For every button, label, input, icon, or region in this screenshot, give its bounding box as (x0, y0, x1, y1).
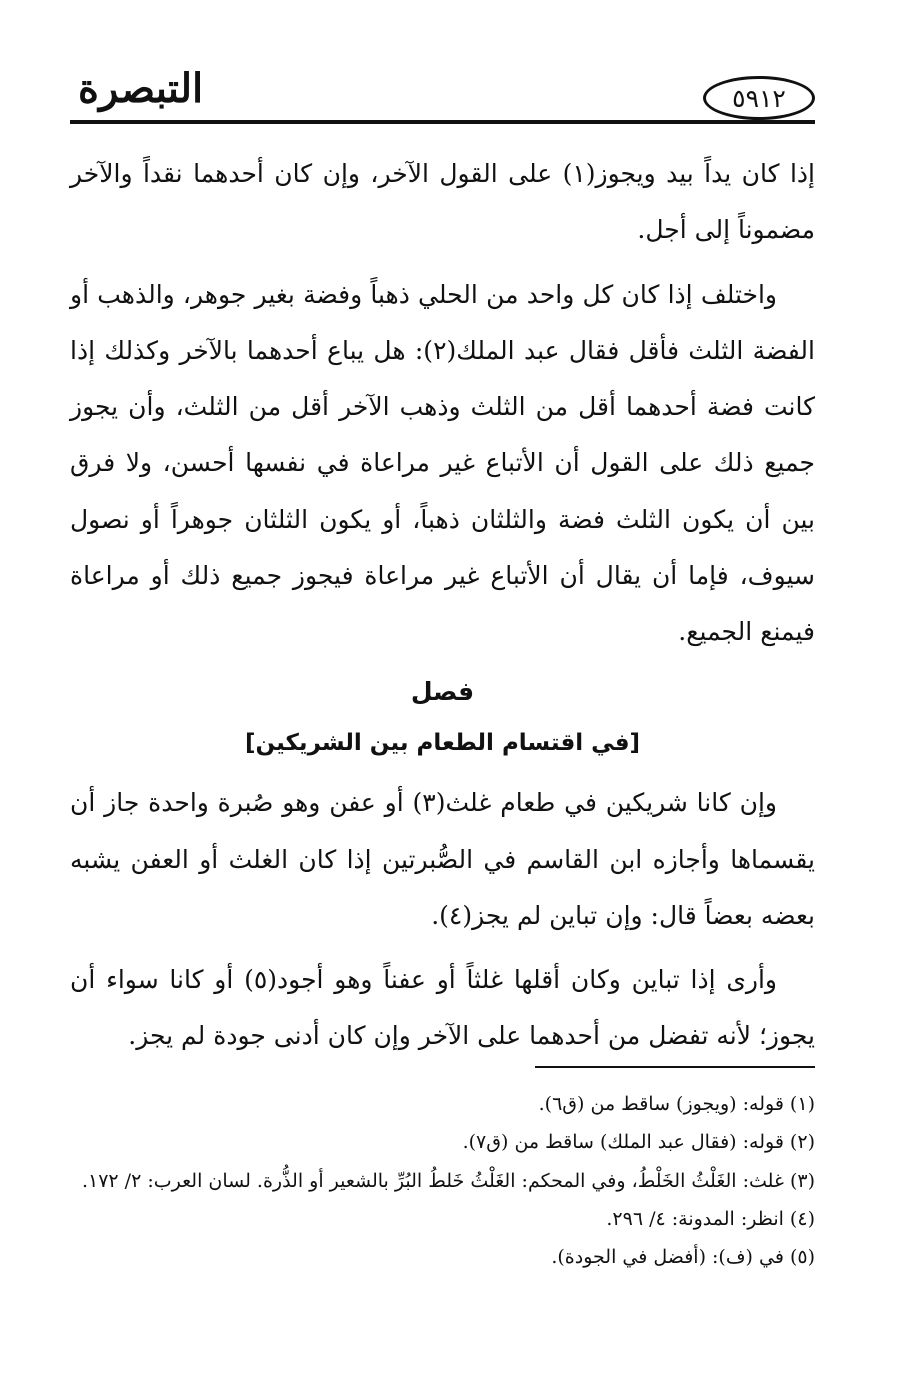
paragraph: وإن كانا شريكين في طعام غلث(٣) أو عفن وهو صُبرة واحدة جاز أن يقسماها وأجازه ابن القاسم في الصُّبرتين إذا كان الغلث أو العفن يشبه بعضه بعضاً قال: وإن تباين لم يجز(٤). (70, 788, 815, 930)
footnote: (١) قوله: (ويجوز) ساقط من (ق٦). (538, 1093, 815, 1115)
section-subheading: [في اقتسام الطعام بين الشريكين] (244, 729, 641, 756)
paragraph: إذا كان يداً بيد ويجوز(١) على القول الآخر، وإن كان أحدهما نقداً والآخر مضموناً إلى أجل. (70, 159, 815, 245)
footnote: (٥) في (ف): (أفضل في الجودة). (551, 1246, 815, 1268)
footnote-separator (535, 1066, 815, 1068)
footnote: (٢) قوله: (فقال عبد الملك) ساقط من (ق٧). (462, 1131, 815, 1154)
section-heading: فصل (410, 677, 475, 707)
paragraph: وأرى إذا تباين وكان أقلها غلثاً أو عفناً وهو أجود(٥) أو كانا سواء أن يجوز؛ لأنه تفضل من أحدهما على الآخر وإن كان أدنى جودة لم يجز. (70, 965, 815, 1051)
book-title: التبصرة (78, 65, 204, 112)
header-rule (70, 120, 815, 124)
body-text (70, 146, 815, 1073)
page-number-badge (703, 76, 815, 120)
paragraph: واختلف إذا كان كل واحد من الحلي ذهباً وفضة بغير جوهر، والذهب أو الفضة الثلث فأقل فقال عبد الملك(٢): هل يباع أحدهما بالآخر وكذلك إذا كانت فضة أحدهما أقل من الثلث وذهب الآخر أقل من الثلث، وأن يجوز جميع ذلك على القول أن الأتباع غير مراعاة في نفسها أحسن، ولا فرق بين أن يكون الثلث فضة والثلثان ذهباً، أو يكون الثلثان جوهراً أو نصول سيوف، فإما أن يقال أن الأتباع غير مراعاة فيجوز جميع ذلك أو مراعاة فيمنع الجميع. (70, 279, 815, 646)
footnote: (٣) غلث: الغَلْثُ الخَلْطُ، وفي المحكم: الغَلْثُ خَلطُ البُرِّ بالشعير أو الذُّرة. لسان العرب: ٢/ ١٧٢. (81, 1169, 815, 1192)
footnotes (70, 1088, 815, 1279)
page-header (70, 58, 815, 124)
footnote: (٤) انظر: المدونة: ٤/ ٢٩٦. (606, 1207, 815, 1230)
page-number: ٥٩١٢ (732, 83, 786, 113)
